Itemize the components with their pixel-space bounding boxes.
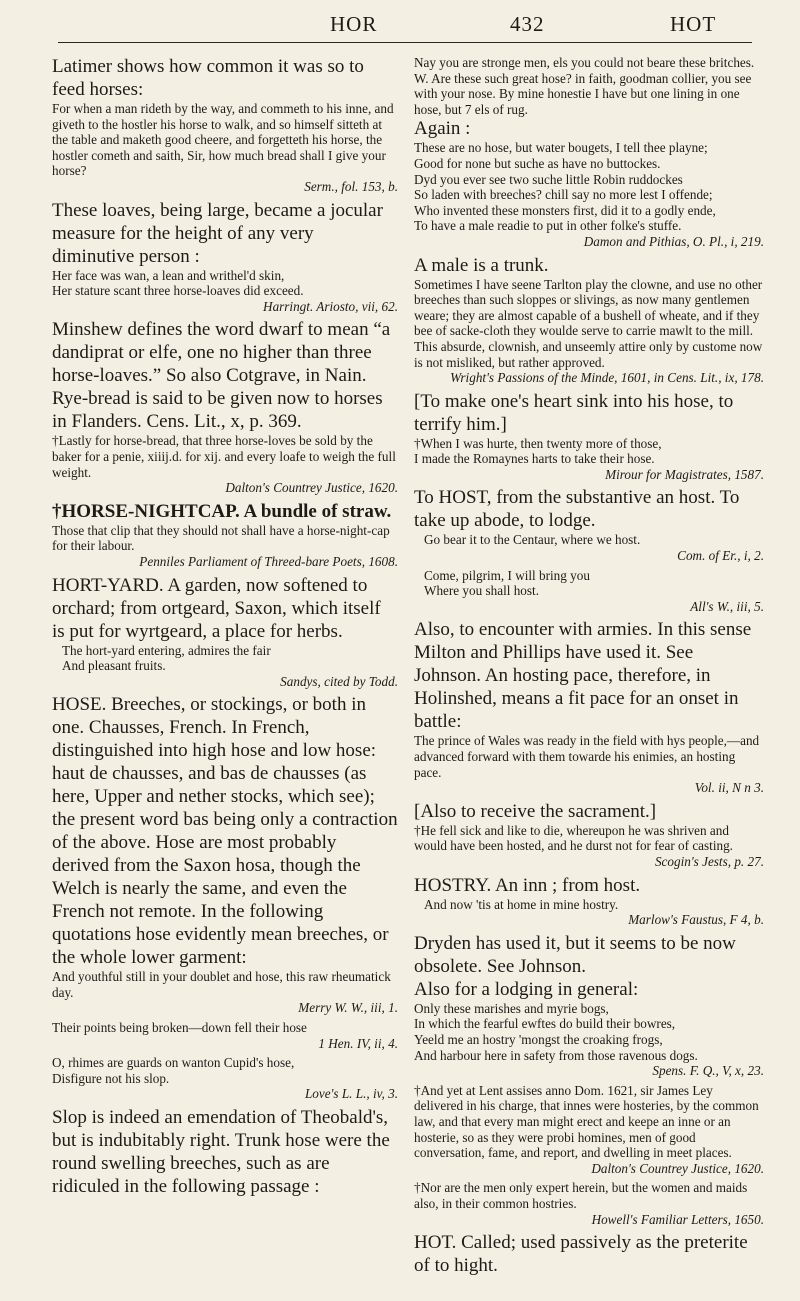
citation: Com. of Er., i, 2.: [677, 548, 764, 564]
citation: Dalton's Countrey Justice, 1620.: [225, 480, 398, 496]
quotation: †Lastly for horse-bread, that three horse-loves be sold by the baker for a penie, xiiij.d. for xij. and every loafe to weigh the full weight.: [52, 433, 396, 480]
verse-line: Dyd you ever see two suche little Robin ruddockes: [414, 171, 683, 187]
paragraph: These loaves, being large, became a jocular measure for the height of any very diminutive person :: [52, 199, 383, 267]
quotation: O, rhimes are guards on wanton Cupid's hose,: [52, 1055, 295, 1071]
left-column: [52, 55, 398, 1198]
quotation: †Nor are the men only expert herein, but the women and maids also, in their common hostries.: [414, 1180, 748, 1211]
quotation: †And yet at Lent assises anno Dom. 1621, sir James Ley delivered in his charge, that innes were hosteries, by the common law, and that every man might erect and keepe an inne or an hosterie, so as they were probi homines, men of good conversation, fame, and report, and dwelling in meet places.: [414, 1082, 759, 1161]
verse-line: These are no hose, but water bougets, I tell thee playne;: [414, 140, 708, 156]
verse-line: So laden with breeches? chill say no more lest I offende;: [414, 187, 713, 203]
quotation: And youthful still in your doublet and hose, this raw rheumatick day.: [52, 969, 391, 1000]
citation: Howell's Familiar Letters, 1650.: [591, 1211, 764, 1227]
entry-hose: HOSE. Breeches, or stockings, or both in one. Chausses, French. In French, distinguished into high hose and low hose: haut de chausses, and bas de chausses (as here, Upper and nether stocks, which see); the present word bas being only a contraction of the above. Hose are most probably derived from the Saxon hosa, though the Welch is nearly the same, and even the French not remote. In the following quotations hose evidently mean breeches, or the whole lower garment:: [52, 694, 398, 969]
verse-line: And harbour here in safety from those ravenous dogs.: [414, 1047, 698, 1063]
paragraph: Slop is indeed an emendation of Theobald's, but is indubitably right. Trunk hose were the round swelling breeches, such as are ridiculed in the following passage :: [52, 1107, 390, 1198]
paragraph: A male is a trunk.: [414, 254, 549, 276]
quotation: Their points being broken—down fell their hose: [52, 1020, 307, 1036]
quotation: Go bear it to the Centaur, where we host.: [424, 532, 641, 548]
citation: 1 Hen. IV, ii, 4.: [318, 1035, 398, 1051]
citation: Sandys, cited by Todd.: [280, 673, 398, 689]
citation: All's W., iii, 5.: [690, 598, 764, 614]
citation: Dalton's Countrey Justice, 1620.: [591, 1160, 764, 1176]
quotation: Nay you are stronge men, els you could not beare these britches. W. Are these such great hose? in faith, goodman collier, you see with your nose. By mine honestie I have but one lining in one hose, but 7 els of rug.: [414, 55, 755, 117]
citation: Wright's Passions of the Minde, 1601, in Cens. Lit., ix, 178.: [450, 370, 764, 386]
header-rule: [58, 42, 752, 43]
paragraph: Latimer shows how common it was so to feed horses:: [52, 56, 364, 100]
page-number: 432: [510, 12, 545, 36]
quotation: Sometimes I have seene Tarlton play the clowne, and use no other breeches than such sloppes or slivings, as now many gentlemen weare; they are almost capable of a bushell of wheate, and if they bee of sacke-cloth they woulde serve to carrie mawlt to the mill. This absurde, clownish, and unseemly attire only by custome now is not misliked, but rather approved.: [414, 276, 763, 370]
citation: Serm., fol. 153, b.: [304, 178, 398, 194]
quotation: Those that clip that they should not shall have a horse-night-cap for their labour.: [52, 522, 390, 554]
paragraph: [To make one's heart sink into his hose, to terrify him.]: [414, 390, 734, 435]
verse-line: To have a male readie to put in other folke's stuffe.: [414, 218, 682, 234]
paragraph: Again :: [414, 118, 471, 140]
verse-line: Good for none but suche as have no buttockes.: [414, 155, 661, 171]
citation: Penniles Parliament of Threed-bare Poets, 1608.: [139, 553, 398, 569]
verse-line: Yeeld me an hostry 'mongst the croaking frogs,: [414, 1031, 663, 1047]
verse-line: Who invented these monsters first, did it to a godly ende,: [414, 202, 716, 218]
verse-line: In which the fearful ewftes do build their bowres,: [414, 1016, 676, 1032]
quotation: †When I was hurte, then twenty more of those,: [414, 435, 662, 451]
citation: Harringt. Ariosto, vii, 62.: [263, 298, 398, 314]
paragraph: Also for a lodging in general:: [414, 978, 639, 1000]
citation: Scogin's Jests, p. 27.: [654, 854, 764, 869]
quotation: Come, pilgrim, I will bring you: [424, 567, 590, 583]
quotation: †He fell sick and like to die, whereupon he was shriven and would have been hosted, and he durst not for fear of casting.: [414, 822, 733, 854]
quotation: The hort-yard entering, admires the fair: [62, 642, 271, 658]
verse-line: Only these marishes and myrie bogs,: [414, 1000, 609, 1016]
citation: Mirour for Magistrates, 1587.: [605, 466, 764, 482]
quotation: For when a man rideth by the way, and commeth to his inne, and giveth to the hostler his horse to walk, and so himself sitteth at the table and maketh good cheere, and forgetteth his horse, the hostler cometh and saith, Sir, how much bread shall I give your horse?: [52, 101, 394, 179]
quotation: Her face was wan, a lean and writhel'd skin,: [52, 267, 285, 283]
header-left-word: HOR: [330, 12, 378, 36]
entry-hot: HOT. Called; used passively as the preterite of to hight.: [414, 1232, 748, 1277]
citation: Spens. F. Q., V, x, 23.: [652, 1063, 764, 1079]
quotation: And now 'tis at home in mine hostry.: [424, 896, 619, 912]
paragraph: [Also to receive the sacrament.]: [414, 800, 657, 822]
running-header: [60, 8, 750, 44]
header-right-word: HOT: [670, 12, 717, 36]
paragraph: Dryden has used it, but it seems to be now obsolete. See Johnson.: [414, 932, 736, 977]
entry-horse-nightcap: †HORSE-NIGHTCAP. A bundle of straw.: [52, 500, 392, 522]
quotation: Where you shall host.: [424, 583, 539, 599]
entry-hort-yard: HORT-YARD. A garden, now softened to orchard; from ortgeard, Saxon, which itself is put for wyrtgeard, a place for herbs.: [52, 574, 381, 642]
citation: Merry W. W., iii, 1.: [298, 1000, 398, 1016]
right-column: [414, 55, 764, 1277]
citation: Damon and Pithias, O. Pl., i, 219.: [583, 233, 764, 249]
quotation: Disfigure not his slop.: [52, 1070, 170, 1086]
quotation: Her stature scant three horse-loaves did exceed.: [52, 283, 304, 299]
citation: Vol. ii, N n 3.: [694, 780, 764, 796]
paragraph: Minshew defines the word dwarf to mean “a dandiprat or elfe, one no higher than three horse-loaves.” So also Cotgrave, in Nain. Rye-bread is said to be given now to horses in Flanders. Cens. Lit., x, p. 369.: [52, 319, 391, 433]
entry-hostry: HOSTRY. An inn ; from host.: [414, 874, 641, 896]
quotation: And pleasant fruits.: [62, 658, 166, 674]
citation: Marlow's Faustus, F 4, b.: [628, 912, 764, 928]
quotation: I made the Romaynes harts to take their hose.: [414, 451, 655, 467]
quotation: The prince of Wales was ready in the field with hys people,—and advanced forward with them towarde his enimies, an hosting pace.: [414, 733, 760, 780]
entry-to-host: To HOST, from the substantive an host. To take up abode, to lodge.: [414, 487, 740, 532]
citation: Love's L. L., iv, 3.: [304, 1086, 398, 1102]
paragraph: Also, to encounter with armies. In this sense Milton and Phillips have used it. See Johnson. An hosting pace, therefore, in Holinshed, means a fit pace for an onset in battle:: [414, 619, 752, 733]
